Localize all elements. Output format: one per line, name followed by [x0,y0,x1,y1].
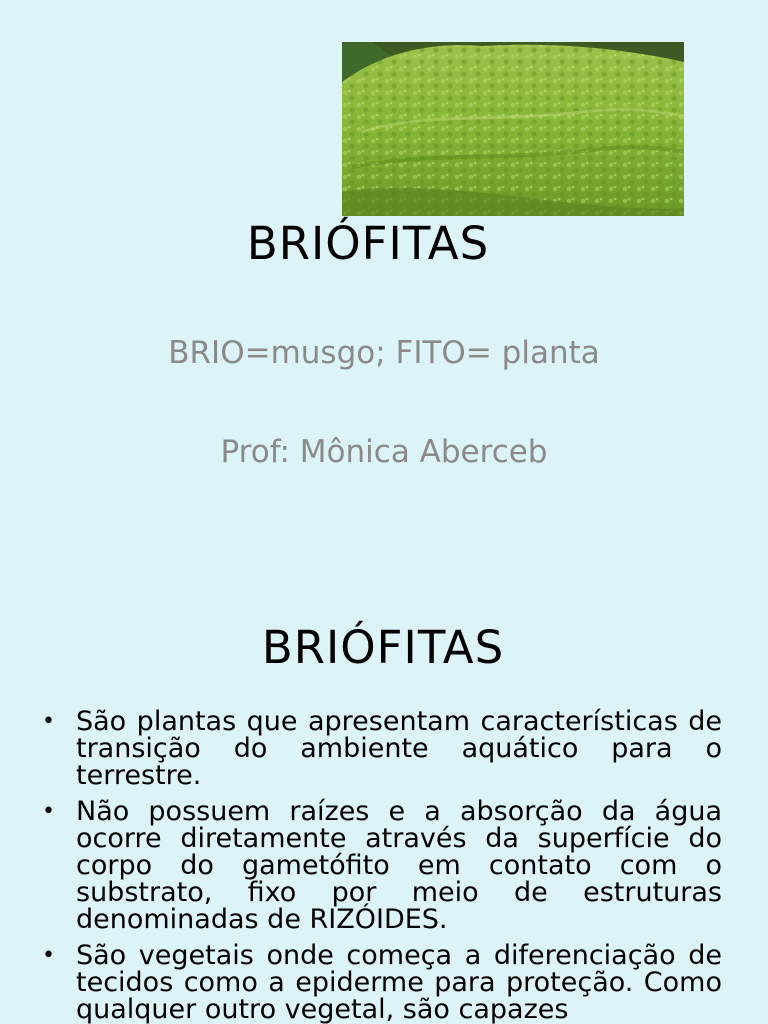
bullet-text: Não possuem raízes e a absorção da água ocorre diretamente através da superfície do corpo do gametófito em contato com o substrato, fixo por meio de estruturas denominadas de RIZÓIDES. [76,796,722,935]
bullet-item [40,708,722,789]
bullet-text: São vegetais onde começa a diferenciação de tecidos como a epiderme para proteção. Como qualquer outro vegetal, são capazes [76,940,722,1024]
bullet-list [40,708,722,1024]
slide-2 [0,576,768,1024]
slide-1-author: Prof: Mônica Aberceb [220,434,548,470]
bullet-icon: • [42,799,55,824]
bullet-item [40,798,722,933]
bullet-item [40,942,722,1023]
slide-1-title: BRIÓFITAS [246,217,490,270]
moss-photo-image [342,42,684,216]
bullet-icon: • [42,943,55,968]
slide-2-title: BRIÓFITAS [261,621,505,674]
bullet-icon: • [42,709,55,734]
slide-1-subtitle: BRIO=musgo; FITO= planta [168,335,600,371]
bullet-text: São plantas que apresentam características de transição do ambiente aquático para o terrestre. [76,706,722,791]
moss-photo [342,42,684,216]
